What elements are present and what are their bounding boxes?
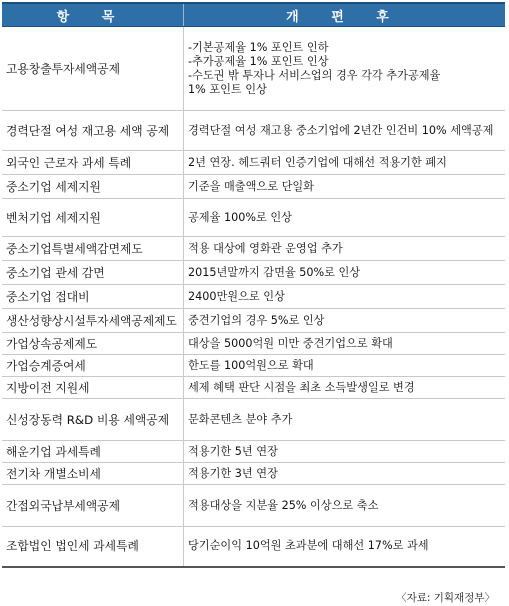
table-row xyxy=(2,175,505,199)
row-change: 적용대상을 지분율 25% 이상으로 축소 xyxy=(184,485,506,527)
row-change: 적용기한 5년 연장 xyxy=(184,441,506,463)
row-change: 기준을 매출액으로 단일화 xyxy=(184,175,506,199)
row-item: 가업상속공제제도 xyxy=(2,333,184,355)
change-line: 1% 포인트 인상 xyxy=(188,82,267,96)
change-line: -기본공제율 1% 포인트 인하 xyxy=(188,40,329,54)
row-item: 벤처기업 세제지원 xyxy=(2,199,184,237)
row-item: 신성장동력 R&D 비용 세액공제 xyxy=(2,399,184,441)
table-row xyxy=(2,27,505,111)
table-row xyxy=(2,441,505,463)
row-item: 중소기업 접대비 xyxy=(2,285,184,309)
change-line: -수도권 밖 투자나 서비스업의 경우 각각 추가공제율 xyxy=(188,68,441,82)
row-change: 2400만원으로 인상 xyxy=(184,285,506,309)
row-item: 중소기업 관세 감면 xyxy=(2,261,184,285)
row-change: 대상을 5000억원 미만 중견기업으로 확대 xyxy=(184,333,506,355)
tax-reform-table xyxy=(2,2,505,568)
row-item: 가업승계증여세 xyxy=(2,355,184,377)
row-change: 중견기업의 경우 5%로 인상 xyxy=(184,309,506,333)
row-change: 적용 대상에 영화관 운영업 추가 xyxy=(184,237,506,261)
table-row xyxy=(2,333,505,355)
row-change: 경력단절 여성 재고용 중소기업에 2년간 인건비 10% 세액공제 xyxy=(184,111,506,151)
source-note: 〈자료: 기획재정부〉 xyxy=(396,592,495,604)
row-change xyxy=(184,27,506,111)
table-row xyxy=(2,309,505,333)
table-header-row xyxy=(2,3,505,27)
table-row xyxy=(2,151,505,175)
row-item: 외국인 근로자 과세 특례 xyxy=(2,151,184,175)
row-item: 중소기업 세제지원 xyxy=(2,175,184,199)
row-item: 해운기업 과세특례 xyxy=(2,441,184,463)
row-item: 생산성향상시설투자세액공제제도 xyxy=(2,309,184,333)
row-item: 조합법인 법인세 과세특례 xyxy=(2,527,184,567)
table-row xyxy=(2,485,505,527)
table-row xyxy=(2,355,505,377)
table-row xyxy=(2,237,505,261)
header-item: 항 목 xyxy=(2,3,184,27)
row-change: 2년 연장. 헤드쿼터 인증기업에 대해선 적용기한 폐지 xyxy=(184,151,506,175)
row-change: 공제율 100%로 인상 xyxy=(184,199,506,237)
table-row xyxy=(2,527,505,567)
table-row xyxy=(2,285,505,309)
row-change: 적용기한 3년 연장 xyxy=(184,463,506,485)
row-change: 당기순이익 10억원 초과분에 대해선 17%로 과세 xyxy=(184,527,506,567)
row-change: 세제 혜택 판단 시점을 최초 소득발생일로 변경 xyxy=(184,377,506,399)
row-change: 한도를 100억원으로 확대 xyxy=(184,355,506,377)
table-row xyxy=(2,111,505,151)
row-item: 간접외국납부세액공제 xyxy=(2,485,184,527)
table-row xyxy=(2,463,505,485)
table-row xyxy=(2,199,505,237)
table-row xyxy=(2,399,505,441)
row-item: 고용창출투자세액공제 xyxy=(2,27,184,111)
row-change: 2015년말까지 감면율 50%로 인상 xyxy=(184,261,506,285)
table-row xyxy=(2,261,505,285)
row-item: 경력단절 여성 재고용 세액 공제 xyxy=(2,111,184,151)
row-item: 전기차 개별소비세 xyxy=(2,463,184,485)
header-change: 개 편 후 xyxy=(184,3,506,27)
change-line: -추가공제율 1% 포인트 인상 xyxy=(188,54,329,68)
row-item: 지방이전 지원세 xyxy=(2,377,184,399)
row-item: 중소기업특별세액감면제도 xyxy=(2,237,184,261)
table-row xyxy=(2,377,505,399)
row-change: 문화콘텐츠 분야 추가 xyxy=(184,399,506,441)
